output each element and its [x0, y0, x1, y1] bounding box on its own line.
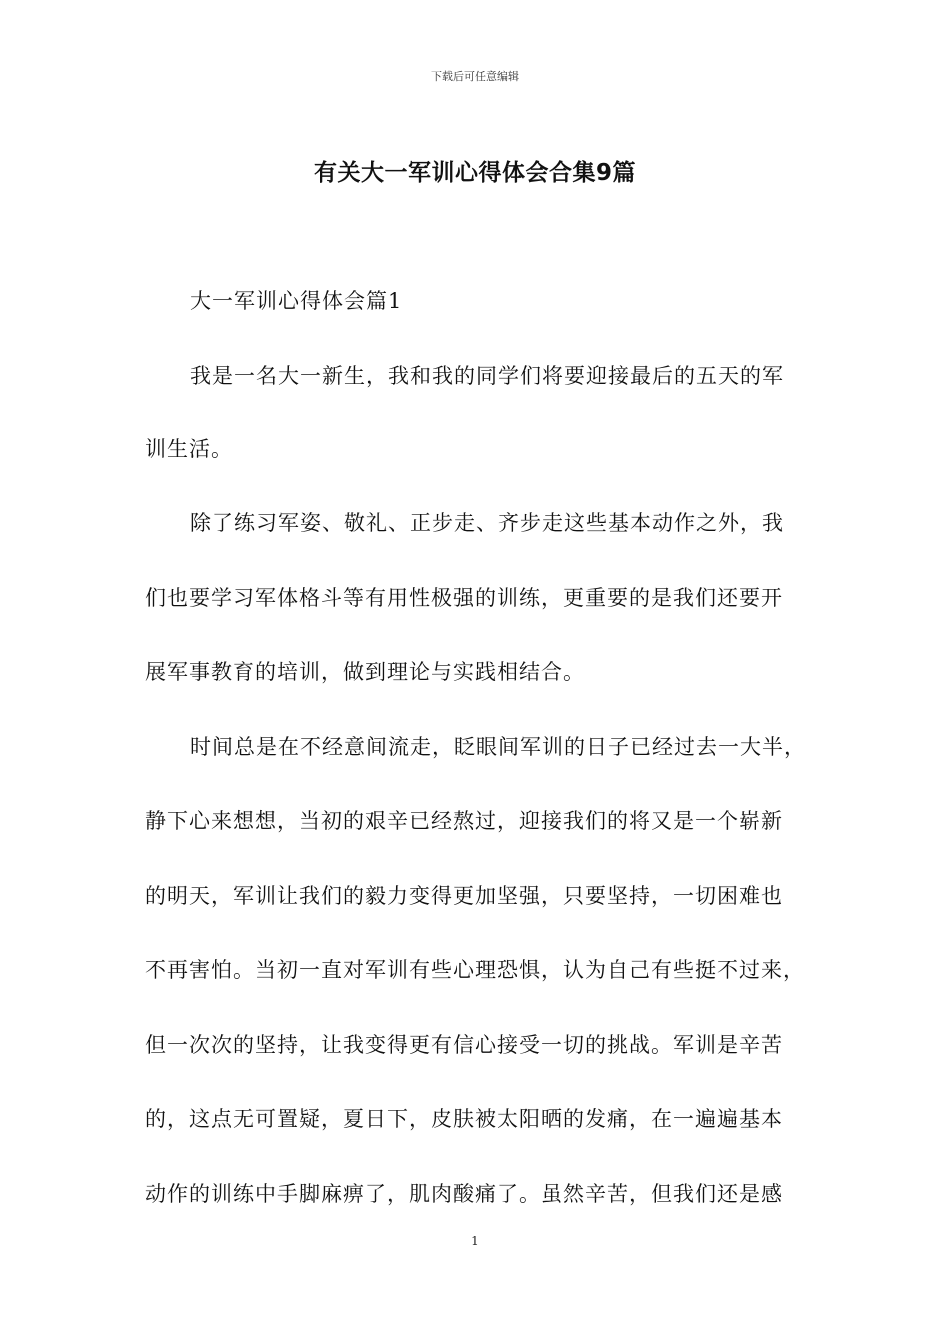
body-line: 但一次次的坚持，让我变得更有信心接受一切的挑战。军训是辛苦 [145, 1033, 783, 1057]
header-note: 下载后可任意编辑 [431, 70, 519, 83]
body-line: 动作的训练中手脚麻痹了，肌肉酸痛了。虽然辛苦，但我们还是感 [145, 1182, 783, 1206]
body-line: 我是一名大一新生，我和我的同学们将要迎接最后的五天的军 [190, 364, 784, 388]
body-line: 除了练习军姿、敬礼、正步走、齐步走这些基本动作之外，我 [190, 511, 784, 535]
body-line: 静下心来想想，当初的艰辛已经熬过，迎接我们的将又是一个崭新 [145, 809, 783, 833]
body-line: 展军事教育的培训，做到理论与实践相结合。 [145, 660, 585, 684]
body-line: 时间总是在不经意间流走，眨眼间军训的日子已经过去一大半， [190, 735, 806, 759]
body-line: 训生活。 [145, 437, 233, 461]
body-line: 们也要学习军体格斗等有用性极强的训练，更重要的是我们还要开 [145, 586, 783, 610]
body-line: 的，这点无可置疑，夏日下，皮肤被太阳晒的发痛，在一遍遍基本 [145, 1107, 783, 1131]
document-title: 有关大一军训心得体会合集9篇 [313, 160, 636, 186]
section-heading: 大一军训心得体会篇1 [190, 289, 403, 313]
page-number: 1 [471, 1234, 479, 1248]
body-line: 不再害怕。当初一直对军训有些心理恐惧，认为自己有些挺不过来， [145, 958, 805, 982]
body-line: 的明天，军训让我们的毅力变得更加坚强，只要坚持，一切困难也 [145, 884, 783, 908]
